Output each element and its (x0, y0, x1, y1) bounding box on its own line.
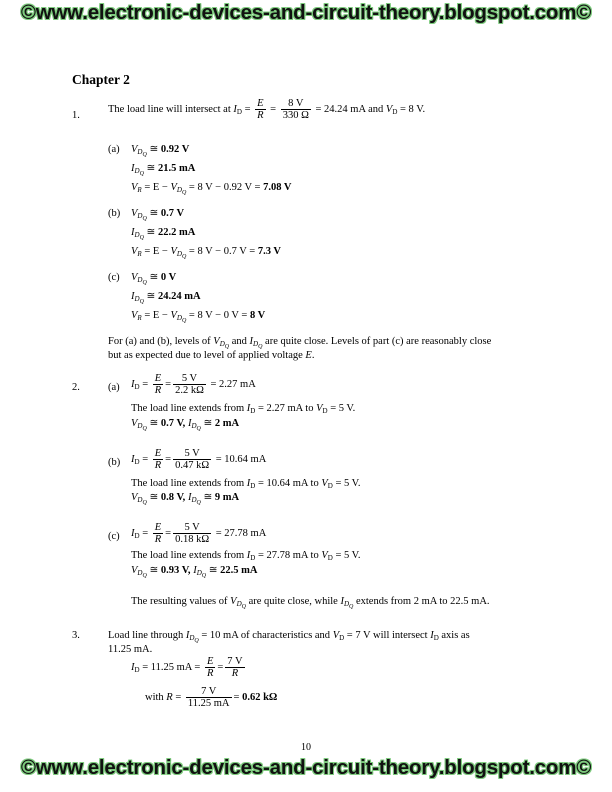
problem-2b-result: $V_{D_Q}$ ≅ 0.8 V, $I_{D_Q}$ ≅ 9 mA (131, 492, 240, 506)
problem-1c-label: (c) (108, 272, 120, 283)
problem-1a-vdq: $V_{D_Q}$ ≅ 0.92 V (131, 144, 190, 158)
problem-3-number: 3. (72, 630, 80, 641)
problem-1-intro: The load line will intersect at $I_D$ = $\frac{E}{R}$ = $\frac{8 V}{330 \Omega}$ = 24.24 mA and $V_D = 8$ V. (108, 98, 426, 121)
header-watermark-banner: ©www.electronic-devices-and-circuit-theory.blogspot.com© (20, 1, 592, 24)
footer-watermark-banner: ©www.electronic-devices-and-circuit-theory.blogspot.com© (20, 756, 592, 779)
problem-3-line1: Load line through $I_{D_Q} = 10$ mA of characteristics and $V_D = 7$ V will intersect $I_D$ axis as (108, 630, 470, 644)
problem-1-note-line1: For (a) and (b), levels of $V_{D_Q}$ and $I_{D_Q}$ are quite close. Levels of part (c) are reasonably close (108, 336, 492, 350)
problem-1-number: 1. (72, 110, 80, 121)
problem-2c-result: $V_{D_Q}$ ≅ 0.93 V, $I_{D_Q}$ ≅ 22.5 mA (131, 565, 258, 579)
problem-2b-equation: $I_D$ = $\frac{E}{R}$ = $\frac{5 V}{0.47 k\Omega}$ = 10.64 mA (131, 448, 267, 471)
problem-1b-vr: $V_R = E - V_{D_Q} = 8$ V − 0.7 V = 7.3 V (131, 246, 281, 260)
problem-2b-label: (b) (108, 457, 121, 468)
problem-2b-loadline: The load line extends from $I_D = 10.64$ mA to $V_D = 5$ V. (131, 478, 361, 490)
problem-2a-equation: $I_D$ = $\frac{E}{R}$ = $\frac{5 V}{2.2 k\Omega}$ = 2.27 mA (131, 373, 256, 396)
problem-1c-idq: $I_{D_Q}$ ≅ 24.24 mA (131, 291, 201, 305)
problem-1a-idq: $I_{D_Q}$ ≅ 21.5 mA (131, 163, 196, 177)
problem-2-number: 2. (72, 382, 80, 393)
problem-2-conclusion: The resulting values of $V_{D_Q}$ are quite close, while $I_{D_Q}$ extends from 2 mA to 22.5 mA. (131, 596, 490, 610)
problem-1b-vdq: $V_{D_Q}$ ≅ 0.7 V (131, 208, 185, 222)
problem-2a-label: (a) (108, 382, 120, 393)
problem-2c-equation: $I_D$ = $\frac{E}{R}$ = $\frac{5 V}{0.18 k\Omega}$ = 27.78 mA (131, 522, 267, 545)
problem-2a-result: $V_{D_Q}$ ≅ 0.7 V, $I_{D_Q}$ ≅ 2 mA (131, 418, 240, 432)
problem-1-note-line2: but as expected due to level of applied voltage E. (108, 350, 315, 361)
problem-3-line2: 11.25 mA. (108, 644, 153, 655)
chapter-title: Chapter 2 (72, 72, 130, 87)
problem-3-resistance: with R = $\frac{7 V}{11.25 mA}$ = 0.62 kΩ (145, 686, 278, 709)
problem-2a-loadline: The load line extends from $I_D = 2.27$ mA to $V_D = 5$ V. (131, 403, 356, 415)
problem-1b-idq: $I_{D_Q}$ ≅ 22.2 mA (131, 227, 196, 241)
problem-1c-vr: $V_R = E - V_{D_Q} = 8$ V − 0 V = 8 V (131, 310, 266, 324)
problem-1c-vdq: $V_{D_Q}$ ≅ 0 V (131, 272, 177, 286)
problem-3-equation: $I_D = 11.25$ mA = $\frac{E}{R}$ = $\frac{7 V}{R}$ (131, 656, 243, 679)
problem-1b-label: (b) (108, 208, 121, 219)
problem-1a-vr: $V_R = E - V_{D_Q} = 8$ V − 0.92 V = 7.08 V (131, 182, 292, 196)
problem-1a-label: (a) (108, 144, 120, 155)
page-number: 10 (301, 742, 311, 753)
problem-2c-loadline: The load line extends from $I_D = 27.78$ mA to $V_D = 5$ V. (131, 550, 361, 562)
problem-2c-label: (c) (108, 531, 120, 542)
